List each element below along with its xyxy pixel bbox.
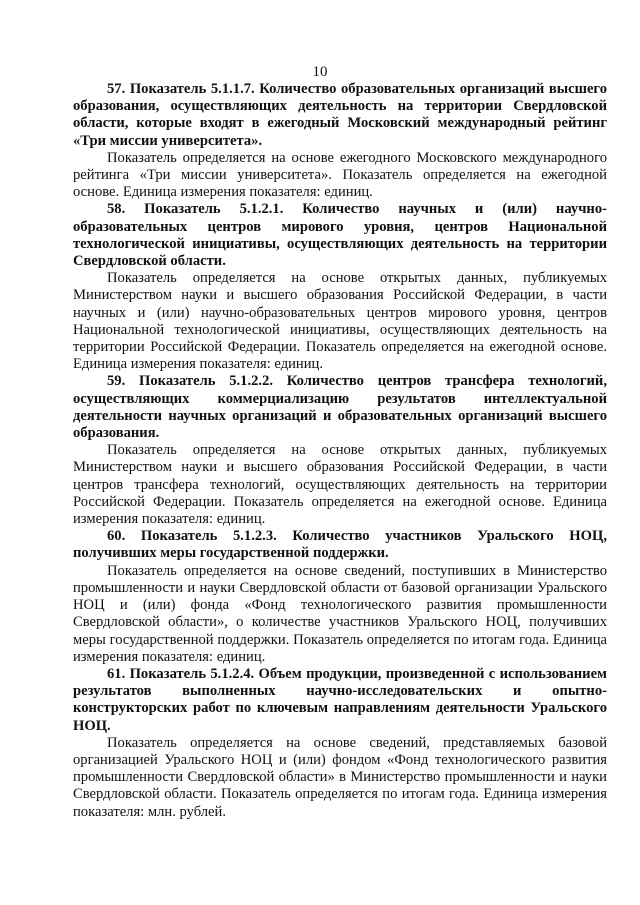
section-60 (73, 528, 607, 666)
section-text: Показатель определяется на основе сведений, представляемых базовой организацией Уральского НОЦ и (или) фондом «Фонд технологического развития промышленности Свердловской области» в Министерство промышленности и науки Свердловской области. Показатель определяется по итогам года. Единица измерения показателя: млн. рублей. (73, 734, 607, 820)
section-heading: 60. Показатель 5.1.2.3. Количество участников Уральского НОЦ, получивших меры государственной поддержки. (73, 528, 607, 562)
section-heading: 58. Показатель 5.1.2.1. Количество научных и (или) научно-образовательных центров мирового уровня, центров Национальной технологической инициативы, осуществляющих деятельность на территории Свердловской области. (73, 201, 607, 270)
section-text: Показатель определяется на основе открытых данных, публикуемых Министерством науки и высшего образования Российской Федерации, в части научных и (или) научно-образовательных центров мирового уровня, центров Национальной технологической инициативы, осуществляющих деятельность на территории Российской Федерации. Показатель определяется на ежегодной основе. Единица измерения показателя: единиц. (73, 270, 607, 373)
section-59 (73, 373, 607, 528)
section-58 (73, 201, 607, 373)
section-text: Показатель определяется на основе ежегодного Московского международного рейтинга «Три миссии университета». Показатель определяется на ежегодной основе. Единица измерения показателя: единиц. (73, 149, 607, 201)
document-body (73, 81, 607, 821)
page-number: 10 (312, 64, 328, 80)
section-61 (73, 666, 607, 821)
section-heading: 59. Показатель 5.1.2.2. Количество центров трансфера технологий, осуществляющих коммерциализацию результатов интеллектуальной деятельности научных организаций и образовательных организаций высшего образования. (73, 373, 607, 442)
section-text: Показатель определяется на основе сведений, поступивших в Министерство промышленности и науки Свердловской области от базовой организации Уральского НОЦ и (или) фонда «Фонд технологического развития промышленности Свердловской области», о количестве участников Уральского НОЦ, получивших меры государственной поддержки. Показатель определяется по итогам года. Единица измерения показателя: единиц. (73, 562, 607, 665)
section-57 (73, 81, 607, 201)
section-heading: 57. Показатель 5.1.1.7. Количество образовательных организаций высшего образования, осуществляющих деятельность на территории Свердловской области, которые входят в ежегодный Московский международный рейтинг «Три миссии университета». (73, 81, 607, 149)
section-heading: 61. Показатель 5.1.2.4. Объем продукции, произведенной с использованием результатов выполненных научно-исследовательских и опытно-конструкторских работ по ключевым направлениям деятельности Уральского НОЦ. (73, 665, 607, 734)
section-text: Показатель определяется на основе открытых данных, публикуемых Министерством науки и высшего образования Российской Федерации, в части центров трансфера технологий, осуществляющих деятельность на территории Российской Федерации. Показатель определяется на ежегодной основе. Единица измерения показателя: единиц. (73, 442, 607, 528)
